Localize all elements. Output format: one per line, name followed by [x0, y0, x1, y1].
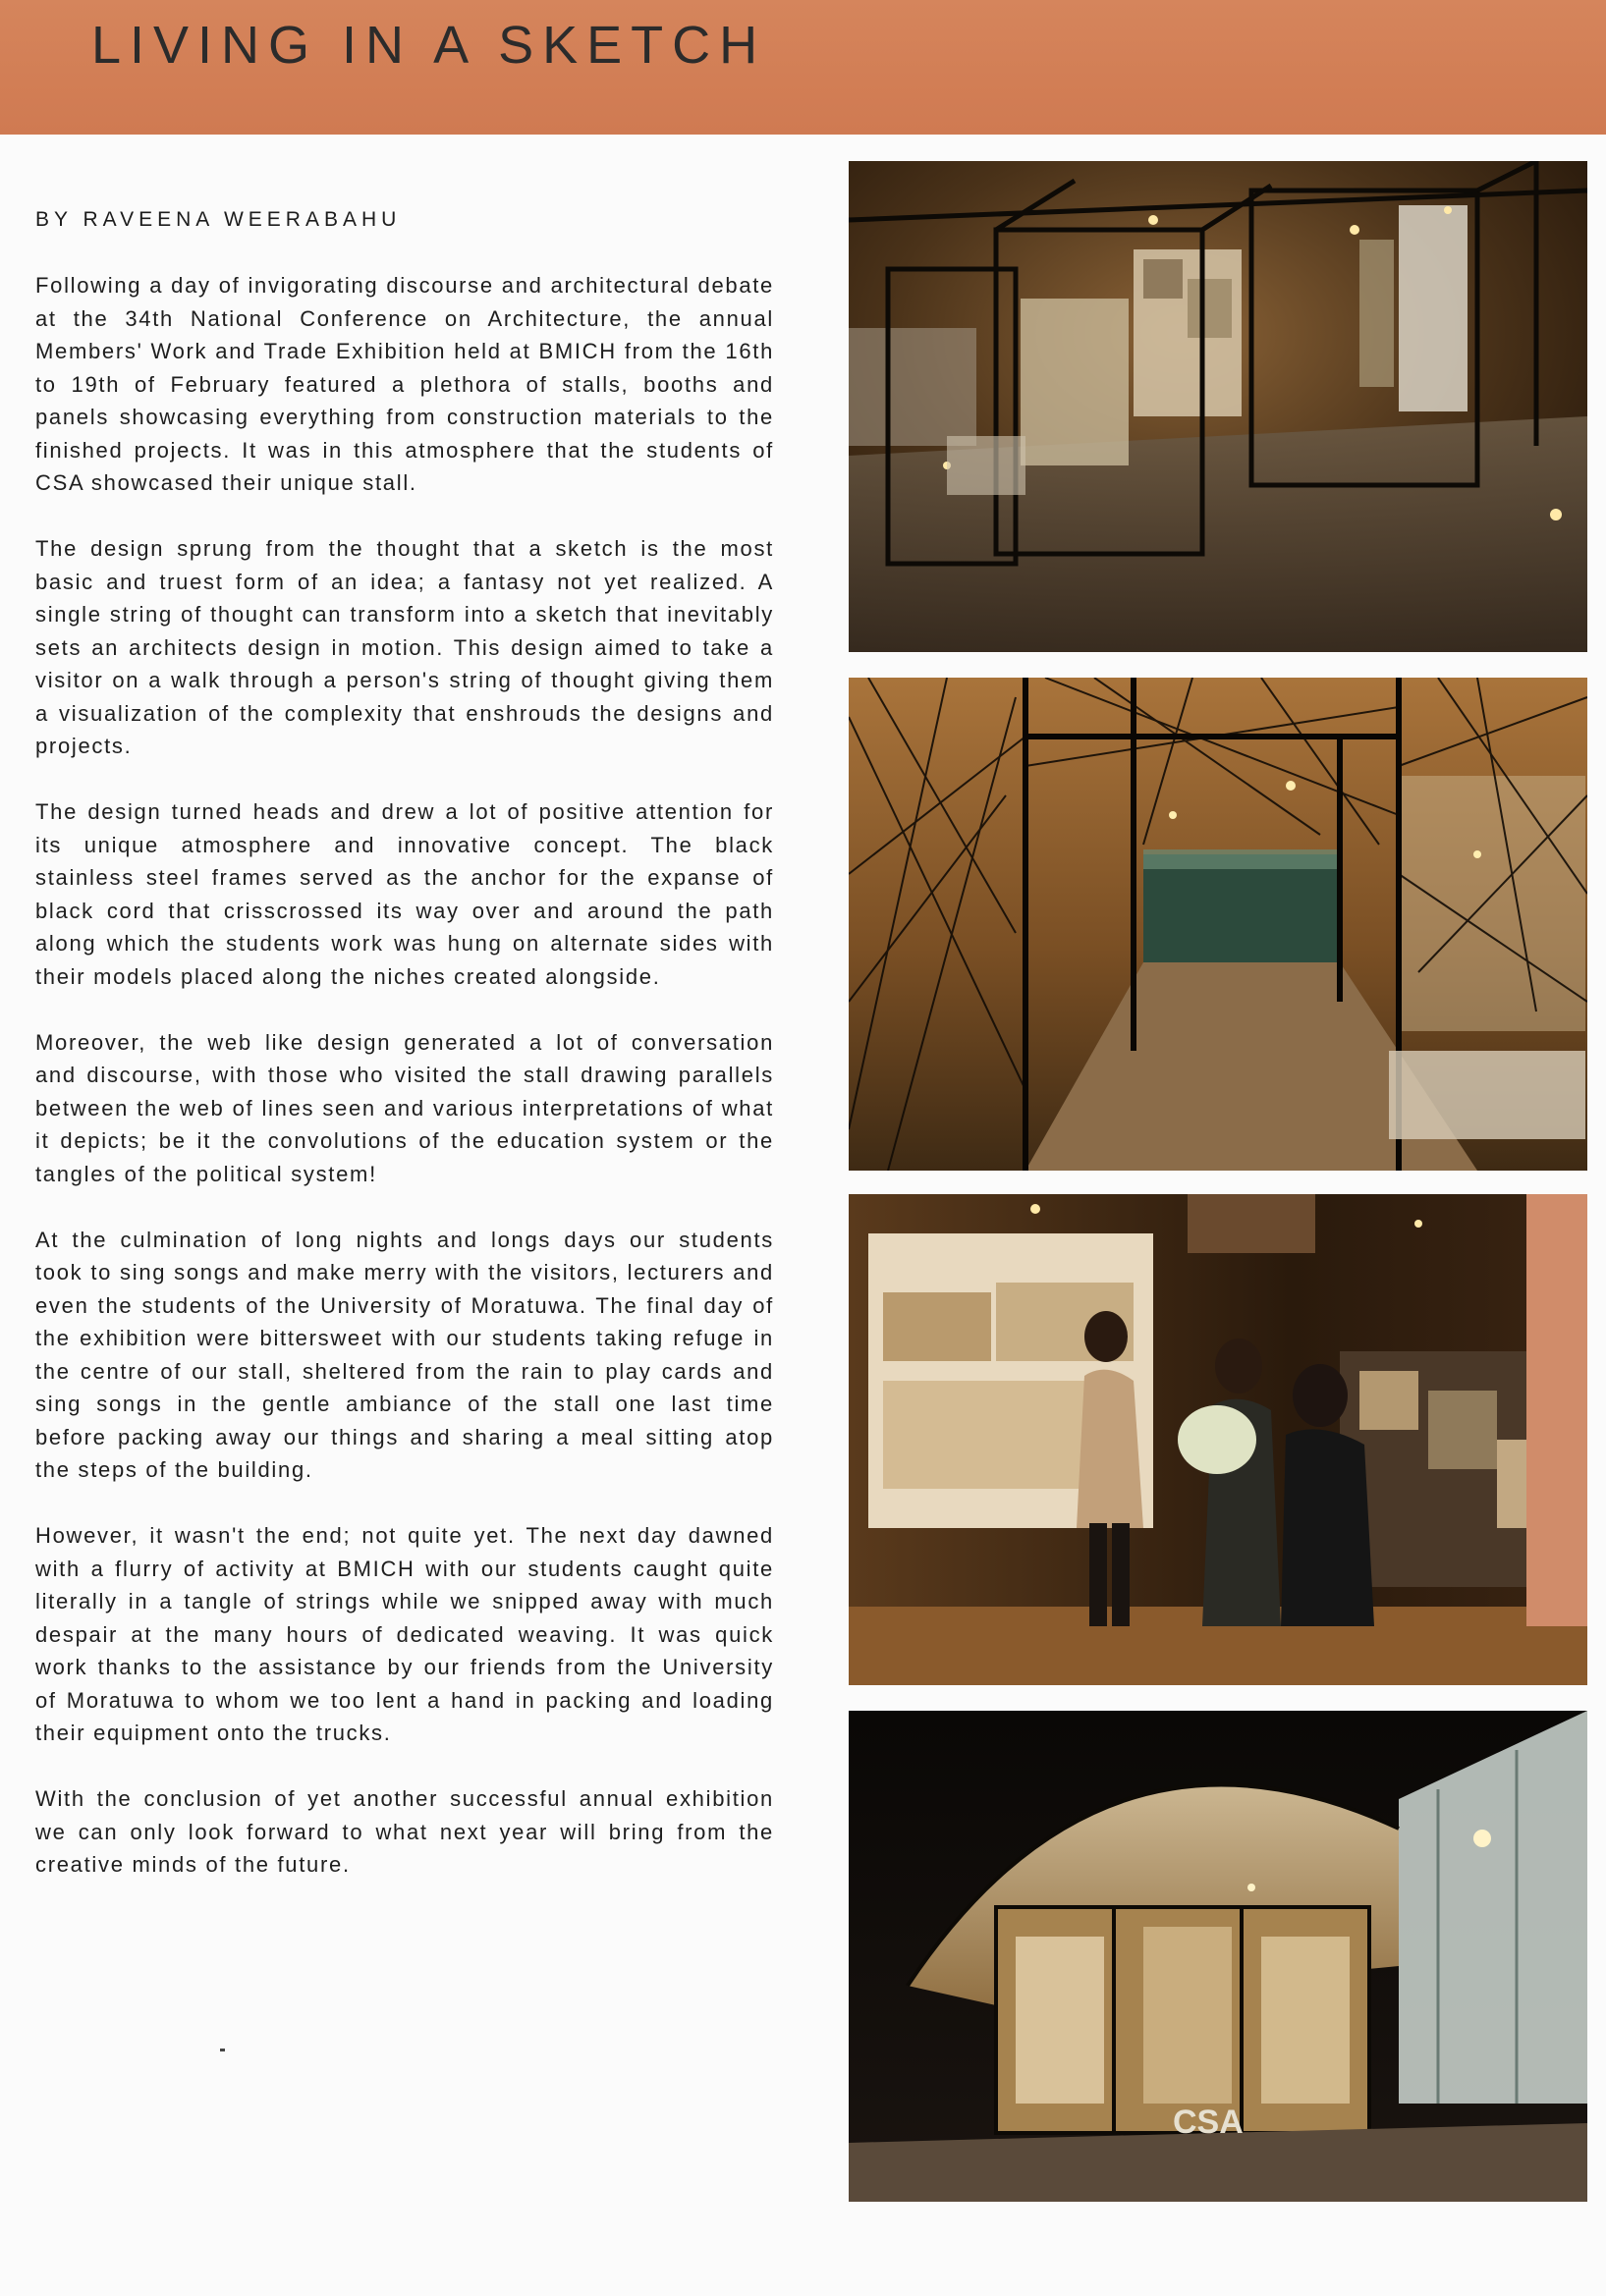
photo-stall-interior: [849, 161, 1587, 652]
paragraph: Following a day of invigorating discourse and architectural debate at the 34th National Conference on Architecture, the annual Members' Work and Trade Exhibition held at BMICH from the 16th to 19th of February featured a plethora of stalls, booths and panels showcasing everything from construction materials to the finished projects. It was in this atmosphere that the students of CSA showcased their unique stall.: [35, 273, 774, 495]
paragraph: Moreover, the web like design generated a lot of conversation and discourse, with those who visited the stall drawing parallels between the web of lines seen and various interpretations of what it depicts; be it the convolutions of the education system or the tangles of the political system!: [35, 1029, 774, 1186]
page-title: LIVING IN A SKETCH: [91, 16, 767, 75]
csa-sign: CSA: [1173, 2104, 1244, 2141]
article-body: [35, 269, 774, 1914]
paragraph: The design sprung from the thought that a sketch is the most basic and truest form of an idea; a fantasy not yet realized. A single string of thought can transform into a sketch that inevitably sets an architects design in motion. This design aimed to take a visitor on a walk through a person's string of thought giving them a visualization of the complexity that enshrouds the designs and projects.: [35, 536, 774, 758]
photo-string-corridor: [849, 678, 1587, 1171]
paragraph: At the culmination of long nights and longs days our students took to sing songs and make merry with the visitors, lecturers and even the students of the University of Moratuwa. The final day of the exhibition were bittersweet with our students taking refuge in the centre of our stall, sheltered from the rain to play cards and sing songs in the gentle ambiance of the stall one last time before packing away our things and sharing a meal sitting atop the steps of the building.: [35, 1227, 774, 1482]
paragraph: With the conclusion of yet another successful annual exhibition we can only look forward to what next year will bring from the creative minds of the future.: [35, 1786, 774, 1877]
stray-mark: [220, 2049, 225, 2051]
header-band: [0, 0, 1606, 135]
paragraph: However, it wasn't the end; not quite yet. The next day dawned with a flurry of activity at BMICH with our students caught quite literally in a tangle of strings while we snipped away with much despair at the many hours of dedicated weaving. It was quick work thanks to the assistance by our friends from the University of Moratuwa to whom we too lent a hand in packing and loading their equipment onto the trucks.: [35, 1523, 774, 1745]
photo-stall-exterior: [849, 1711, 1587, 2202]
photo-visitors: [849, 1194, 1587, 1685]
byline: BY RAVEENA WEERABAHU: [35, 208, 402, 231]
paragraph: The design turned heads and drew a lot of positive attention for its unique atmosphere and innovative concept. The black stainless steel frames served as the anchor for the expanse of black cord that crisscrossed its way over and around the path along which the students work was hung on alternate sides with their models placed along the niches created alongside.: [35, 799, 774, 989]
